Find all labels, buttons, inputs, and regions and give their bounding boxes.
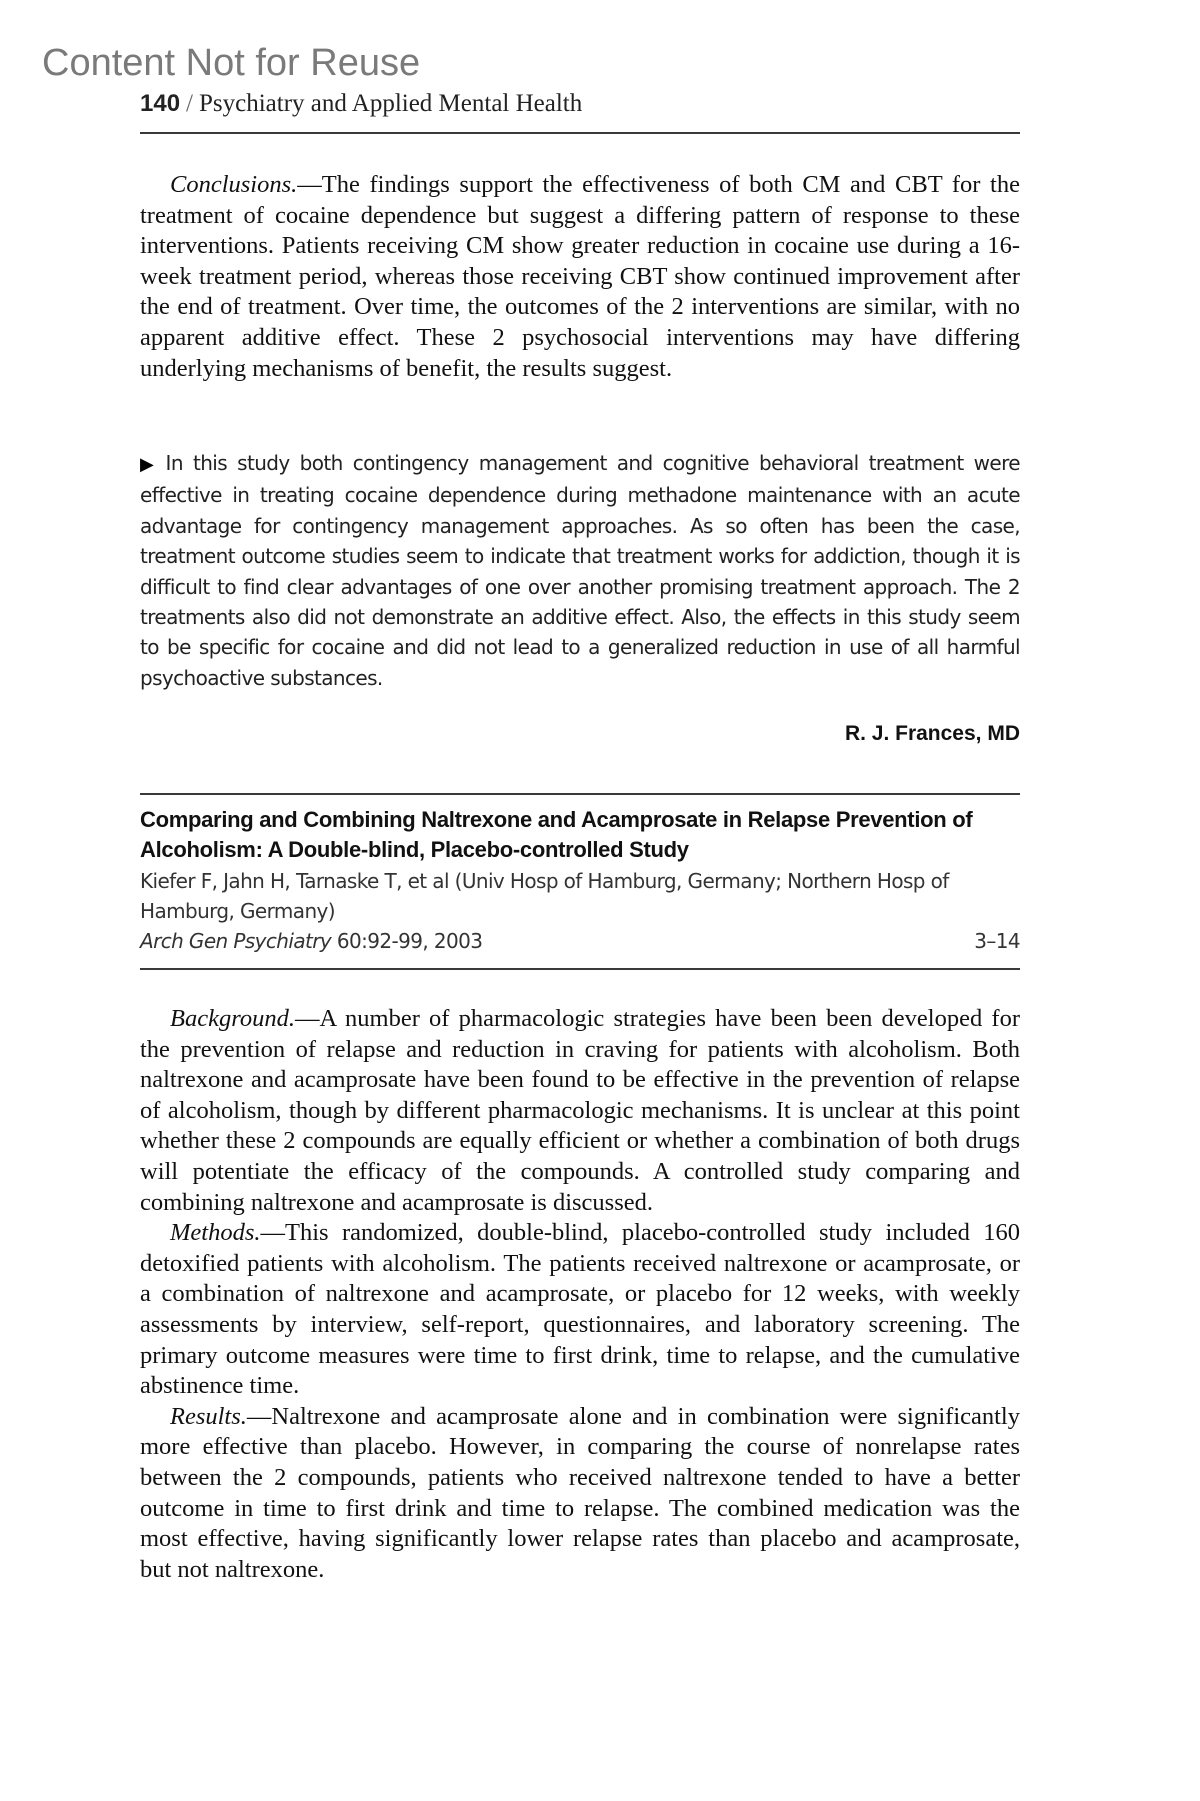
results-label: Results. xyxy=(170,1402,247,1430)
results-section xyxy=(140,1402,1020,1586)
methods-text: —This randomized, double-blind, placebo-controlled study included 160 detoxified patients with alcoholism. The patients received naltrexone or acamprosate, or a combination of naltrexone and acamprosate, or placebo for 12 weeks, with weekly assessments by interview, self-report, questionnaires, and laboratory screening. The primary outcome measures were time to first drink, time to relapse, and the cumulative abstinence time. xyxy=(140,1219,1020,1400)
results-text: —Naltrexone and acamprosate alone and in combination were significantly more effective than placebo. However, in comparing the course of nonrelapse rates between the 2 compounds, patients who received naltrexone tended to have a better outcome in time to first drink and time to relapse. The combined medication was the most effective, having significantly lower relapse rates than placebo and acamprosate, but not naltrexone. xyxy=(140,1402,1020,1583)
article-source xyxy=(140,926,1020,956)
reference-number: 3–14 xyxy=(974,929,1020,953)
running-head xyxy=(140,90,1020,118)
watermark: Content Not for Reuse xyxy=(42,42,421,84)
commentary-text: In this study both contingency management and cognitive behavioral treatment were effective in treating cocaine dependence during methadone maintenance with an acute advantage for contingency management approaches. As so often has been the case, treatment outcome studies seem to indicate that treatment works for addiction, though it is difficult to find clear advantages of one over another promising treatment approach. The 2 treatments also did not demonstrate an additive effect. Also, the effects in this study seem to be specific for cocaine and did not lead to a generalized reduction in use of all harmful psychoactive substances. xyxy=(140,451,1020,690)
editor-commentary xyxy=(140,448,1020,693)
page-number: 140 xyxy=(140,90,181,117)
journal-name: Arch Gen Psychiatry xyxy=(140,929,332,953)
commentary-arrow-icon: ▶ xyxy=(140,454,158,475)
background-text: —A number of pharmacologic strategies have been been developed for the prevention of relapse and reduction in craving for patients with alcoholism. Both naltrexone and acamprosate have been found to be effective in the prevention of relapse of alcoholism, though by different pharmacologic mechanisms. It is unclear at this point whether these 2 compounds are equally efficient or whether a combination of both drugs will potentiate the efficacy of the compounds. A controlled study comparing and combining naltrexone and acamprosate is discussed. xyxy=(140,1005,1020,1216)
commentary-signature: R. J. Frances, MD xyxy=(844,722,1020,745)
header-rule xyxy=(140,132,1020,134)
separator: / xyxy=(186,90,193,117)
conclusions-label: Conclusions. xyxy=(170,171,298,198)
conclusions-text: —The findings support the effectiveness of both CM and CBT for the treatment of cocaine dependence but suggest a differing pattern of response to these interventions. Patients receiving CM show greater reduction in cocaine use during a 16-week treatment period, whereas those receiving CBT show continued improvement after the end of treatment. Over time, the outcomes of the 2 interventions are similar, with no apparent additive effect. These 2 psychosocial interventions may have differing underlying mechanisms of benefit, the results suggest. xyxy=(140,171,1020,382)
background-label: Background. xyxy=(170,1005,295,1032)
methods-section xyxy=(140,1218,1020,1402)
article-title: Comparing and Combining Naltrexone and Acamprosate in Relapse Prevention of Alcoholism: A Double-blind, Placebo-controlled Study xyxy=(140,807,973,862)
article-top-rule xyxy=(140,793,1020,795)
background-section xyxy=(140,1004,1020,1218)
journal-citation: 60:92-99, 2003 xyxy=(331,929,483,953)
conclusions-section xyxy=(140,170,1020,384)
methods-label: Methods. xyxy=(170,1219,261,1247)
article-authors: Kiefer F, Jahn H, Tarnaske T, et al (Univ Hosp of Hamburg, Germany; Northern Hosp of Hamburg, Germany) xyxy=(140,869,949,923)
book-title: Psychiatry and Applied Mental Health xyxy=(199,90,583,117)
article-bottom-rule xyxy=(140,968,1020,970)
article-abstract xyxy=(140,1004,1020,1585)
